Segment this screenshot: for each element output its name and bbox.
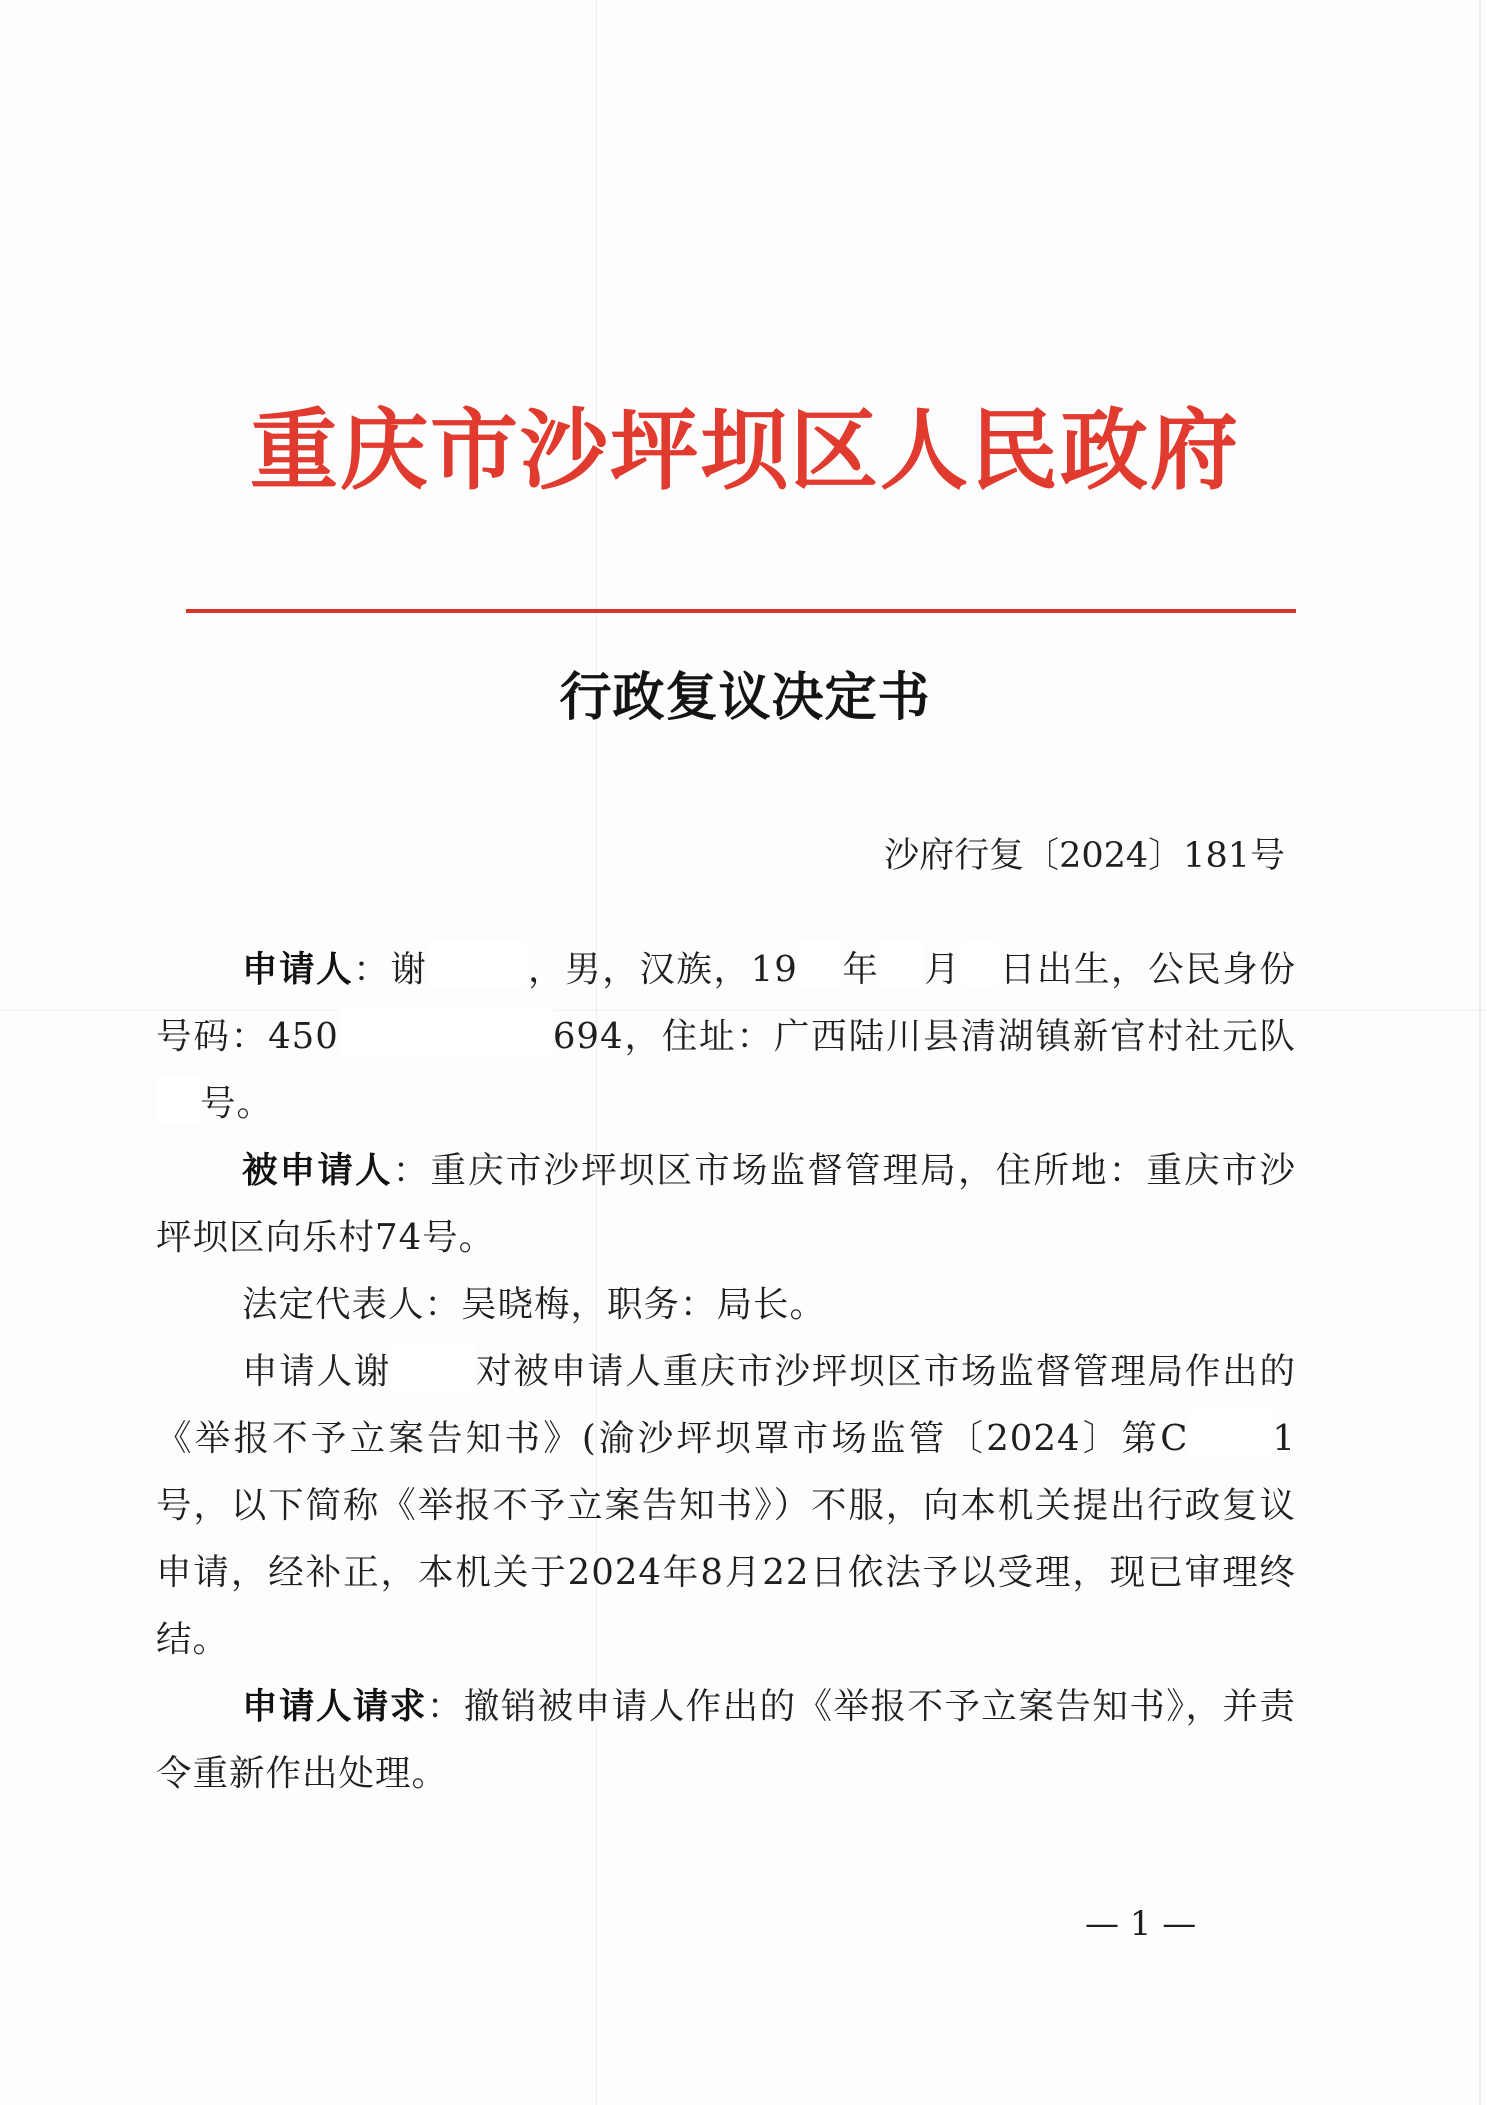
case-intro-objection: 1号，以下简称《举报不予立案告知书》）不服，向本机关 (156, 1418, 1296, 1526)
case-intro-applicant: 申请人谢 (242, 1351, 392, 1392)
case-intro-case-prefix: C (1160, 1418, 1189, 1459)
request-text-a: ：撤销被申请人作出的《举报不予立案告知书》， (426, 1686, 1223, 1727)
redaction-block (1188, 1410, 1272, 1458)
case-intro-acceptance: 提出行政复议申请，经补正，本机关于2024年8月22日依法予 (156, 1485, 1296, 1593)
request-text-b: 并责令重新作出处理。 (156, 1686, 1296, 1794)
redaction-block (156, 1075, 200, 1123)
request-paragraph (156, 1673, 1296, 1807)
case-intro-respondent: 对被申请人重庆市沙坪坝区市场监督管理局 (475, 1351, 1185, 1392)
case-intro-conclusion: 以受理，现已审理终结。 (156, 1552, 1296, 1660)
redaction-block (391, 1343, 475, 1391)
applicant-id-suffix: 694，住址：广西陆川县清湖镇新官村 (552, 1016, 1185, 1057)
applicant-gender-ethnicity: ，男，汉族， (527, 949, 751, 990)
redaction-block (798, 941, 842, 989)
applicant-id-prefix: 450 (268, 1016, 339, 1057)
redaction-block (880, 941, 924, 989)
document-body (156, 936, 1296, 1807)
applicant-id-line-start: 份号码： (156, 949, 1296, 1057)
legal-representative-paragraph: 法定代表人：吴晓梅，职务：局长。 (242, 1284, 827, 1325)
scan-edge-shadow (1479, 0, 1481, 2105)
applicant-year-label: 年 (841, 949, 880, 990)
page-number: — 1 — (1085, 1904, 1197, 1944)
applicant-surname: ：谢 (353, 949, 428, 990)
red-separator-line (186, 609, 1296, 613)
respondent-paragraph (156, 1137, 1296, 1271)
applicant-month-label: 月 (923, 949, 962, 990)
document-title: 行政复议决定书 (559, 667, 931, 728)
applicant-addr-end: 号。 (200, 1083, 274, 1124)
case-intro-decision: 作出的《举报不予立案告知书》(渝沙坪坝罩市场监管〔2024〕第 (156, 1351, 1296, 1459)
respondent-text-b: 市沙坪坝区向乐村74号。 (156, 1150, 1296, 1258)
issuer-heading: 重庆市沙坪坝区人民政府 (249, 398, 1240, 502)
applicant-birth-year-prefix: 19 (750, 949, 798, 990)
redaction-block (427, 941, 527, 989)
applicant-paragraph (156, 936, 1296, 1137)
redaction-block (961, 941, 999, 989)
applicant-label: 申请人 (242, 949, 354, 990)
respondent-text-a: ：重庆市沙坪坝区市场监督管理局，住所地：重庆 (392, 1150, 1222, 1191)
case-intro-paragraph (156, 1338, 1296, 1673)
applicant-birth-suffix: 日出生，公民身 (999, 949, 1260, 990)
request-label: 申请人请求 (242, 1686, 427, 1727)
respondent-label: 被申请人 (242, 1150, 393, 1191)
applicant-addr-line-start: 社元队 (1184, 1016, 1296, 1057)
document-number: 沙府行复〔2024〕181号 (884, 836, 1285, 876)
redaction-block (339, 1008, 553, 1056)
